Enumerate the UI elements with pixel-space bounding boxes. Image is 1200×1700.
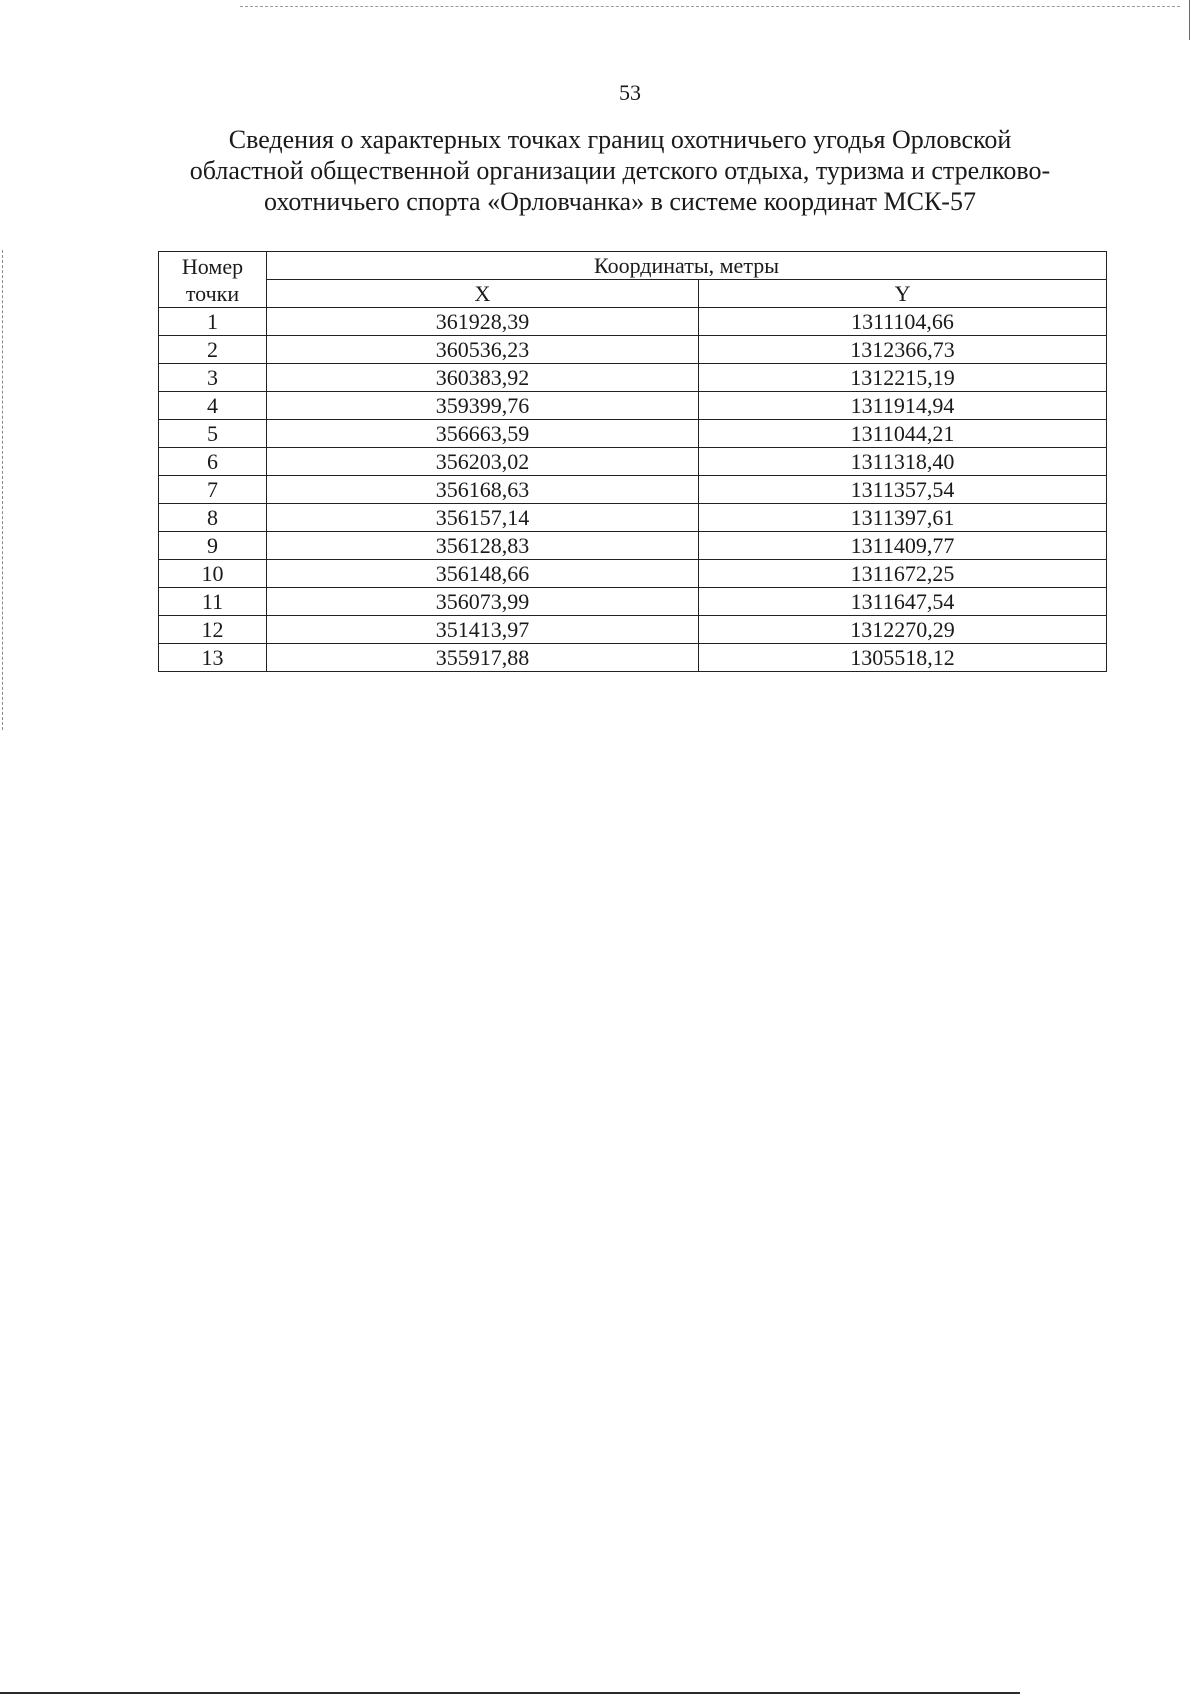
x-column-header: X xyxy=(267,280,699,308)
x-coordinate-cell: 359399,76 xyxy=(267,392,699,420)
table-row xyxy=(159,616,1107,644)
table-body xyxy=(159,308,1107,672)
x-coordinate-cell: 356157,14 xyxy=(267,504,699,532)
point-number-cell: 4 xyxy=(159,392,267,420)
point-number-cell: 8 xyxy=(159,504,267,532)
table-row xyxy=(159,308,1107,336)
page-number: 53 xyxy=(619,80,641,105)
x-coordinate-cell: 351413,97 xyxy=(267,616,699,644)
y-coordinate-cell: 1312215,19 xyxy=(699,364,1107,392)
y-coordinate-cell: 1311397,61 xyxy=(699,504,1107,532)
table-row xyxy=(159,532,1107,560)
point-number-header-line1: Номер xyxy=(181,253,244,279)
y-coordinate-cell: 1312270,29 xyxy=(699,616,1107,644)
scan-artifact-top-line xyxy=(240,6,1180,7)
x-coordinate-cell: 356128,83 xyxy=(267,532,699,560)
x-coordinate-cell: 360383,92 xyxy=(267,364,699,392)
y-coordinate-cell: 1311409,77 xyxy=(699,532,1107,560)
coordinates-header: Координаты, метры xyxy=(267,252,1107,280)
document-title-line: охотничьего спорта «Орловчанка» в системе координат МСК-57 xyxy=(264,187,976,216)
document-title-line: областной общественной организации детского отдыха, туризма и стрелково- xyxy=(189,156,1051,185)
table-row xyxy=(159,336,1107,364)
x-coordinate-cell: 356168,63 xyxy=(267,476,699,504)
point-number-cell: 2 xyxy=(159,336,267,364)
coordinates-table xyxy=(158,251,1107,672)
point-number-cell: 12 xyxy=(159,616,267,644)
table-row xyxy=(159,644,1107,672)
table-header-row xyxy=(159,252,1107,280)
point-number-cell: 11 xyxy=(159,588,267,616)
x-coordinate-cell: 360536,23 xyxy=(267,336,699,364)
y-column-header: Y xyxy=(699,280,1107,308)
table-row xyxy=(159,448,1107,476)
table-row xyxy=(159,420,1107,448)
scan-artifact-bottom-line xyxy=(0,1692,1020,1694)
table-subheader-row xyxy=(159,280,1107,308)
scan-artifact-right-edge xyxy=(1189,0,1190,40)
y-coordinate-cell: 1311672,25 xyxy=(699,560,1107,588)
point-number-cell: 6 xyxy=(159,448,267,476)
document-title xyxy=(150,124,1090,217)
table-row xyxy=(159,476,1107,504)
x-coordinate-cell: 356203,02 xyxy=(267,448,699,476)
y-coordinate-cell: 1305518,12 xyxy=(699,644,1107,672)
point-number-cell: 13 xyxy=(159,644,267,672)
table-row xyxy=(159,504,1107,532)
y-coordinate-cell: 1311044,21 xyxy=(699,420,1107,448)
x-coordinate-cell: 361928,39 xyxy=(267,308,699,336)
point-number-header-line2: точки xyxy=(185,280,240,306)
document-title-line: Сведения о характерных точках границ охотничьего угодья Орловской xyxy=(228,125,1012,154)
table-row xyxy=(159,560,1107,588)
y-coordinate-cell: 1311318,40 xyxy=(699,448,1107,476)
point-number-cell: 5 xyxy=(159,420,267,448)
table-row xyxy=(159,588,1107,616)
point-number-cell: 3 xyxy=(159,364,267,392)
x-coordinate-cell: 356148,66 xyxy=(267,560,699,588)
y-coordinate-cell: 1311104,66 xyxy=(699,308,1107,336)
x-coordinate-cell: 355917,88 xyxy=(267,644,699,672)
point-number-cell: 10 xyxy=(159,560,267,588)
x-coordinate-cell: 356663,59 xyxy=(267,420,699,448)
x-coordinate-cell: 356073,99 xyxy=(267,588,699,616)
y-coordinate-cell: 1311647,54 xyxy=(699,588,1107,616)
point-number-cell: 1 xyxy=(159,308,267,336)
table-row xyxy=(159,392,1107,420)
point-number-header xyxy=(159,252,267,308)
y-coordinate-cell: 1311914,94 xyxy=(699,392,1107,420)
y-coordinate-cell: 1312366,73 xyxy=(699,336,1107,364)
y-coordinate-cell: 1311357,54 xyxy=(699,476,1107,504)
scan-artifact-left-edge xyxy=(2,250,3,730)
table-row xyxy=(159,364,1107,392)
point-number-cell: 7 xyxy=(159,476,267,504)
point-number-cell: 9 xyxy=(159,532,267,560)
